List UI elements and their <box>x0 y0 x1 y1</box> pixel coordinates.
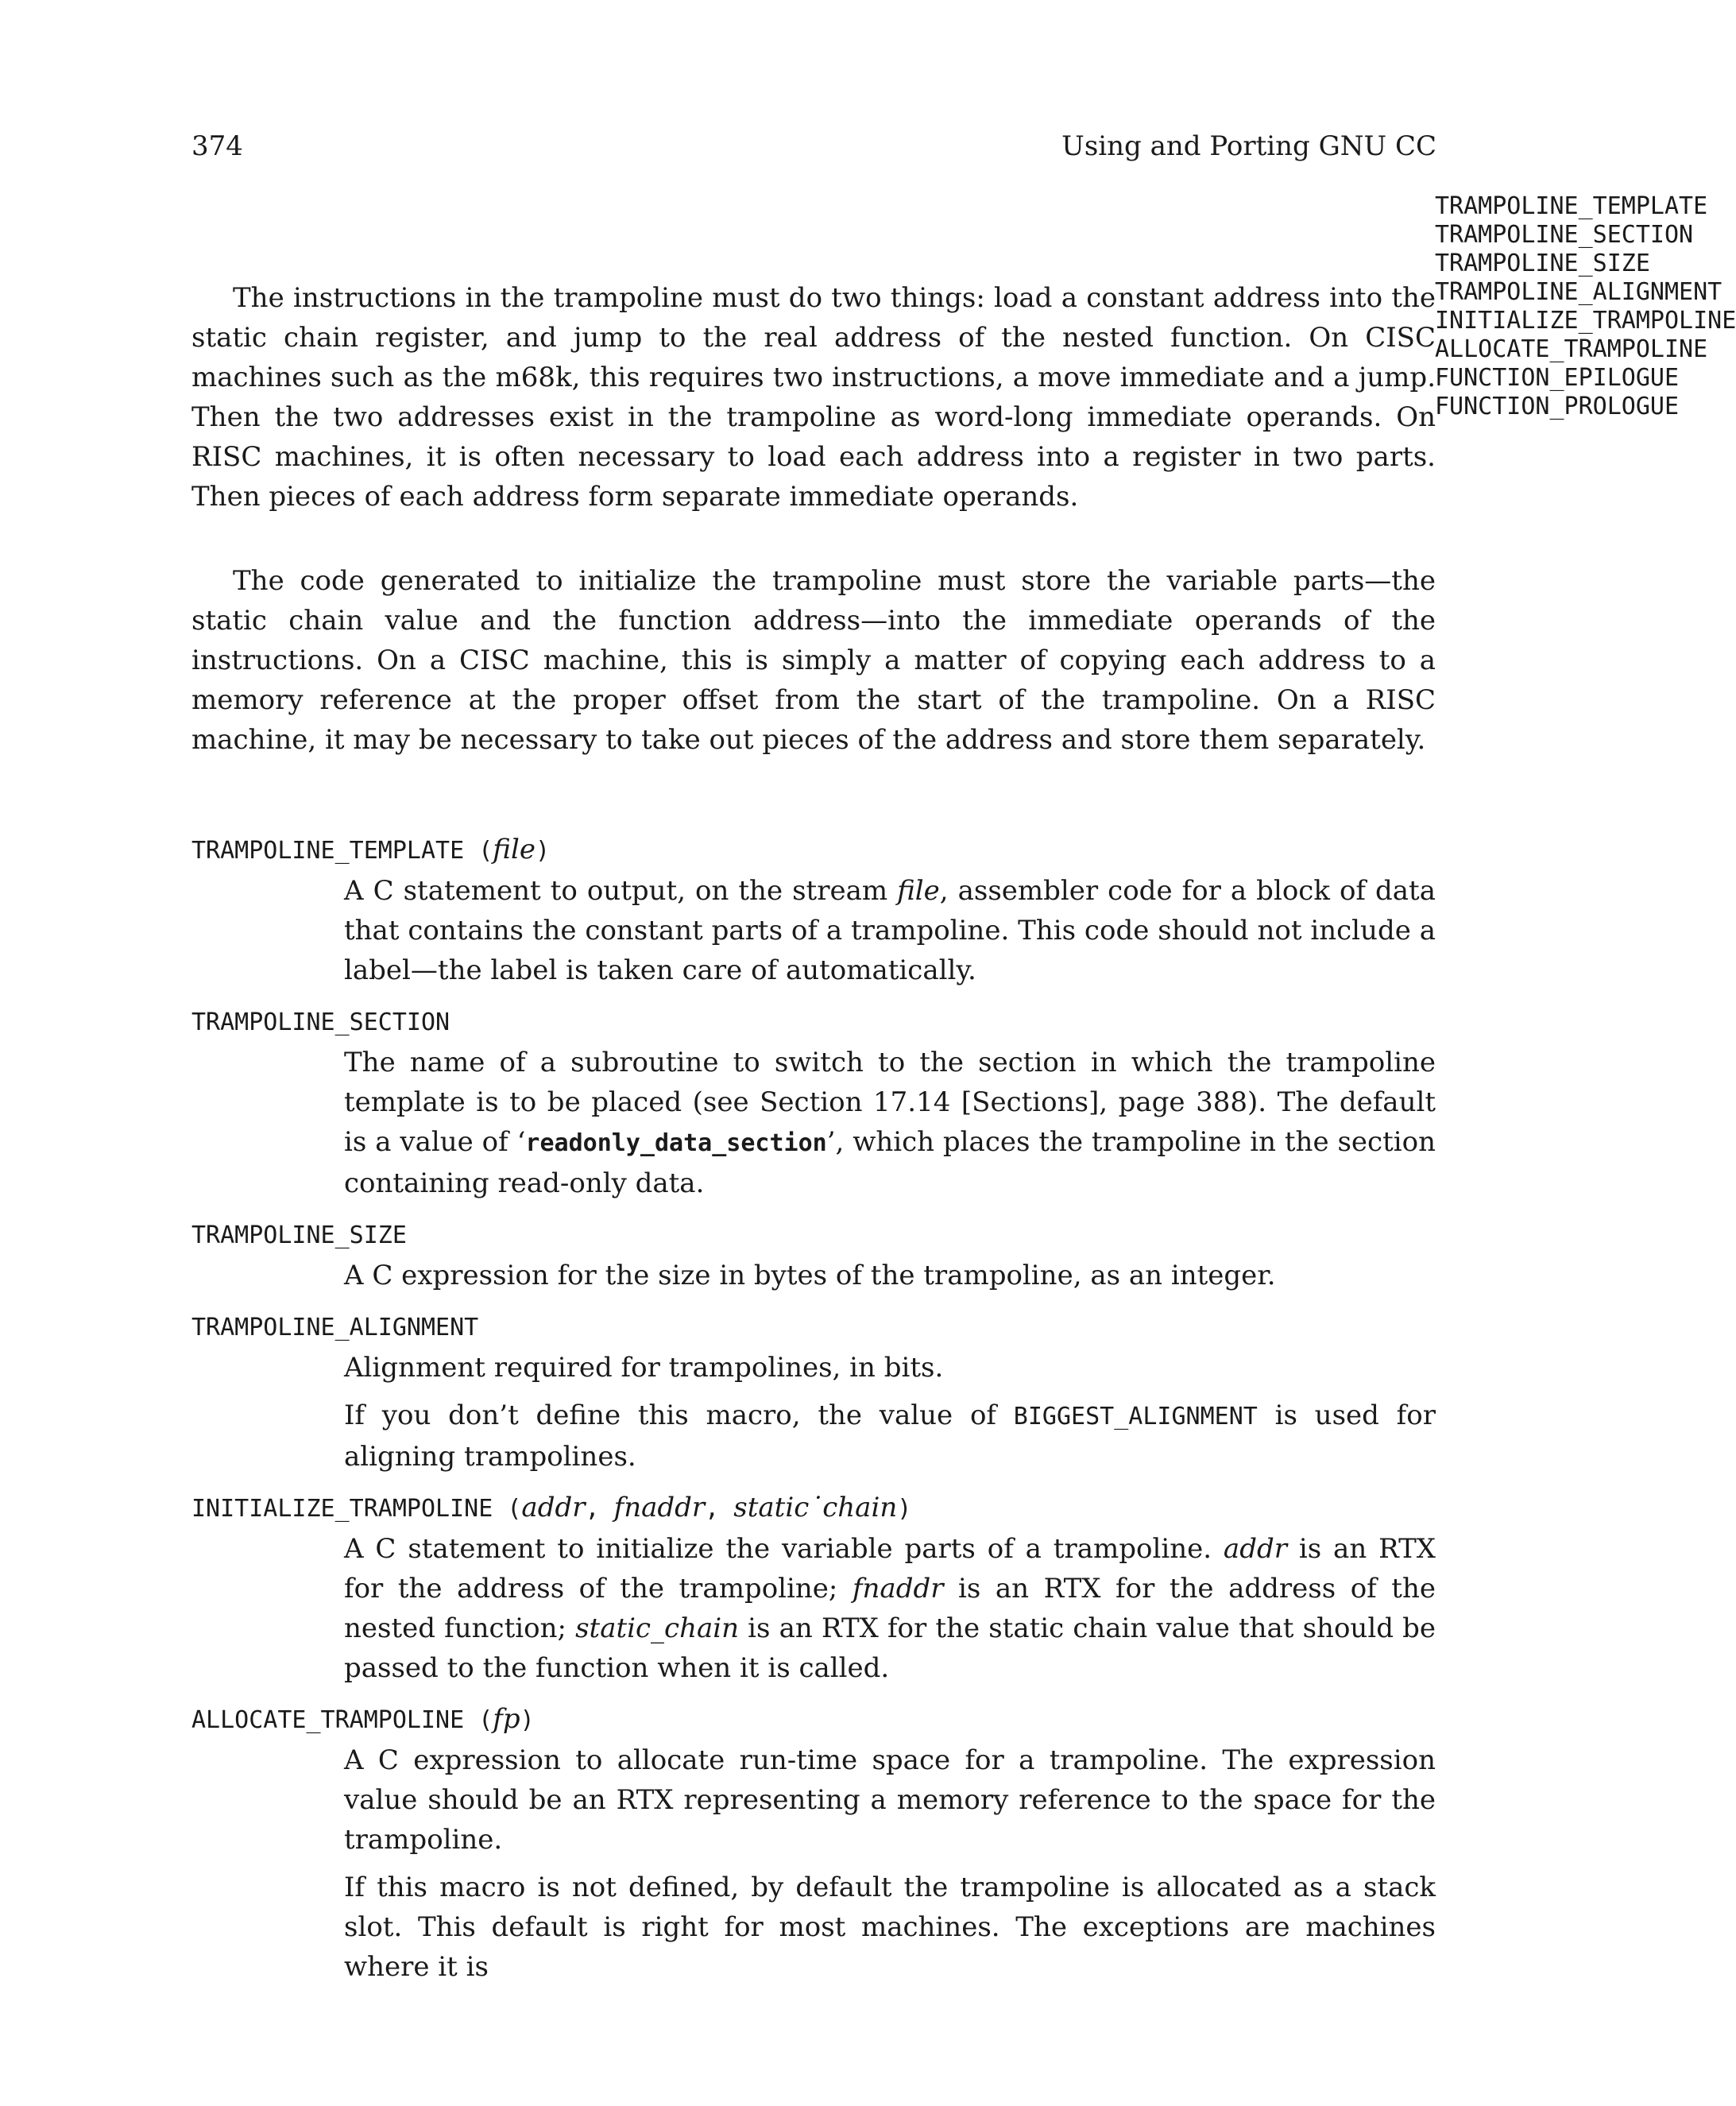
arg-ref: static_chain <box>575 1612 740 1644</box>
entry-heading <box>191 1214 1436 1256</box>
arg-separator: , <box>705 1495 734 1523</box>
entry-allocate-trampoline <box>191 1699 1436 1987</box>
margin-index-entry: INITIALIZE_TRAMPOLINE <box>1435 307 1736 335</box>
text-run: A C statement to initialize the variable parts of a trampoline. <box>344 1533 1224 1565</box>
entry-description <box>344 1740 1436 1987</box>
entry-heading <box>191 1699 1436 1740</box>
macro-name: ALLOCATE_TRAMPOLINE <box>191 1706 465 1734</box>
entry-heading <box>191 830 1436 871</box>
text-run: A C statement to output, on the stream <box>344 875 898 907</box>
paren-close: ) <box>897 1495 912 1523</box>
code-ref: BIGGEST_ALIGNMENT <box>1013 1403 1258 1430</box>
text-run: The name of a subroutine to switch to the section in which the trampoline template is to be placed (see Section 17.14 [Sections], page 388). The default is a value of ‘ <box>344 1047 1436 1158</box>
entry-description <box>344 1348 1436 1477</box>
description-paragraph: If this macro is not defined, by default the trampoline is allocated as a stack slot. This default is right for most machines. The exceptions are machines where it is <box>344 1872 1436 1983</box>
text-run: , assembler code for a block of data that contains the constant parts of a trampoline. This code should not include a label—the label is taken care of automatically. <box>344 875 1436 986</box>
macro-name: INITIALIZE_TRAMPOLINE <box>191 1495 493 1523</box>
description-paragraph <box>344 1396 1436 1477</box>
macro-name: TRAMPOLINE_SIZE <box>191 1221 407 1249</box>
entry-trampoline-template <box>191 830 1436 990</box>
text-run: is used for aligning trampolines. <box>344 1399 1436 1473</box>
description-paragraph <box>344 1043 1436 1203</box>
arg-ref: fnaddr <box>852 1573 944 1605</box>
entry-description <box>344 1529 1436 1688</box>
margin-index-entry: TRAMPOLINE_ALIGNMENT <box>1435 278 1722 306</box>
text-run: is an RTX for the static chain value that should be passed to the function when it is called. <box>344 1612 1436 1684</box>
margin-index-entry: FUNCTION_EPILOGUE <box>1435 364 1680 392</box>
entry-initialize-trampoline <box>191 1488 1436 1688</box>
paren-open: ( <box>464 837 493 865</box>
entry-trampoline-alignment <box>191 1307 1436 1477</box>
description-paragraph: A C expression for the size in bytes of the trampoline, as an integer. <box>344 1260 1276 1291</box>
margin-index-entry: TRAMPOLINE_SIZE <box>1435 250 1650 277</box>
description-paragraph: A C expression to allocate run-time space for a trampoline. The expression value should be an RTX representing a memory reference to the space for the trampoline. <box>344 1744 1436 1856</box>
code-ref: readonly_data_section <box>525 1129 827 1157</box>
macro-arg: addr <box>521 1492 586 1523</box>
paren-close: ) <box>535 837 551 865</box>
description-paragraph: Alignment required for trampolines, in bits. <box>344 1352 944 1384</box>
paragraph-trampoline-instructions: The instructions in the trampoline must do two things: load a constant address into the static chain register, and jump to the real address of the nested function. On CISC machines such as the m68k, this requires two instructions, a move immediate and a jump. Then the two addresses exist in the trampoline as word-long immediate operands. On RISC machines, it is often necessary to load each address into a register in two parts. Then pieces of each address form separate immediate operands. <box>191 282 1436 513</box>
paragraph-trampoline-initialize: The code generated to initialize the trampoline must store the variable parts—the static chain value and the function address—into the immediate operands of the instructions. On a CISC machine, this is simply a matter of copying each address to a memory reference at the proper offset from the start of the trampoline. On a RISC machine, it may be necessary to take out pieces of the address and store them separately. <box>191 565 1436 756</box>
text-run: is an RTX for the address of the trampoline; <box>344 1533 1436 1605</box>
macro-arg: fnaddr <box>613 1492 706 1523</box>
macro-name: TRAMPOLINE_SECTION <box>191 1008 450 1036</box>
entry-trampoline-section <box>191 1001 1436 1203</box>
macro-arg: fp <box>493 1703 520 1735</box>
macro-name: TRAMPOLINE_TEMPLATE <box>191 837 465 865</box>
page-number: 374 <box>191 130 243 162</box>
entry-heading <box>191 1488 1436 1529</box>
text-run: ’, which places the trampoline in the section containing read-only data. <box>344 1126 1436 1199</box>
arg-separator: , <box>585 1495 614 1523</box>
entry-heading <box>191 1001 1436 1043</box>
text-run: If you don’t define this macro, the value of <box>344 1399 1014 1431</box>
margin-index-entry: TRAMPOLINE_SECTION <box>1435 221 1694 249</box>
description-paragraph <box>344 1529 1436 1688</box>
entry-description <box>344 871 1436 990</box>
running-title: Using and Porting GNU CC <box>1061 130 1436 162</box>
margin-index-entry: TRAMPOLINE_TEMPLATE <box>1435 192 1708 220</box>
arg-ref: addr <box>1223 1533 1287 1565</box>
body-text <box>191 278 1436 1998</box>
entry-description <box>344 1043 1436 1203</box>
macro-arg: file <box>493 834 535 865</box>
description-paragraph <box>344 871 1436 990</box>
entry-description <box>344 1256 1436 1295</box>
paren-close: ) <box>520 1706 535 1734</box>
entry-heading <box>191 1307 1436 1348</box>
margin-index <box>1435 192 1736 421</box>
paren-open: ( <box>464 1706 493 1734</box>
entry-trampoline-size <box>191 1214 1436 1295</box>
text-run: is an RTX for the address of the nested function; <box>344 1573 1436 1644</box>
arg-ref: file <box>897 875 940 907</box>
margin-index-entry: ALLOCATE_TRAMPOLINE <box>1435 335 1708 363</box>
macro-name: TRAMPOLINE_ALIGNMENT <box>191 1314 479 1341</box>
paren-open: ( <box>493 1495 522 1523</box>
macro-arg: static˙chain <box>733 1492 898 1523</box>
margin-index-entry: FUNCTION_PROLOGUE <box>1435 393 1680 420</box>
